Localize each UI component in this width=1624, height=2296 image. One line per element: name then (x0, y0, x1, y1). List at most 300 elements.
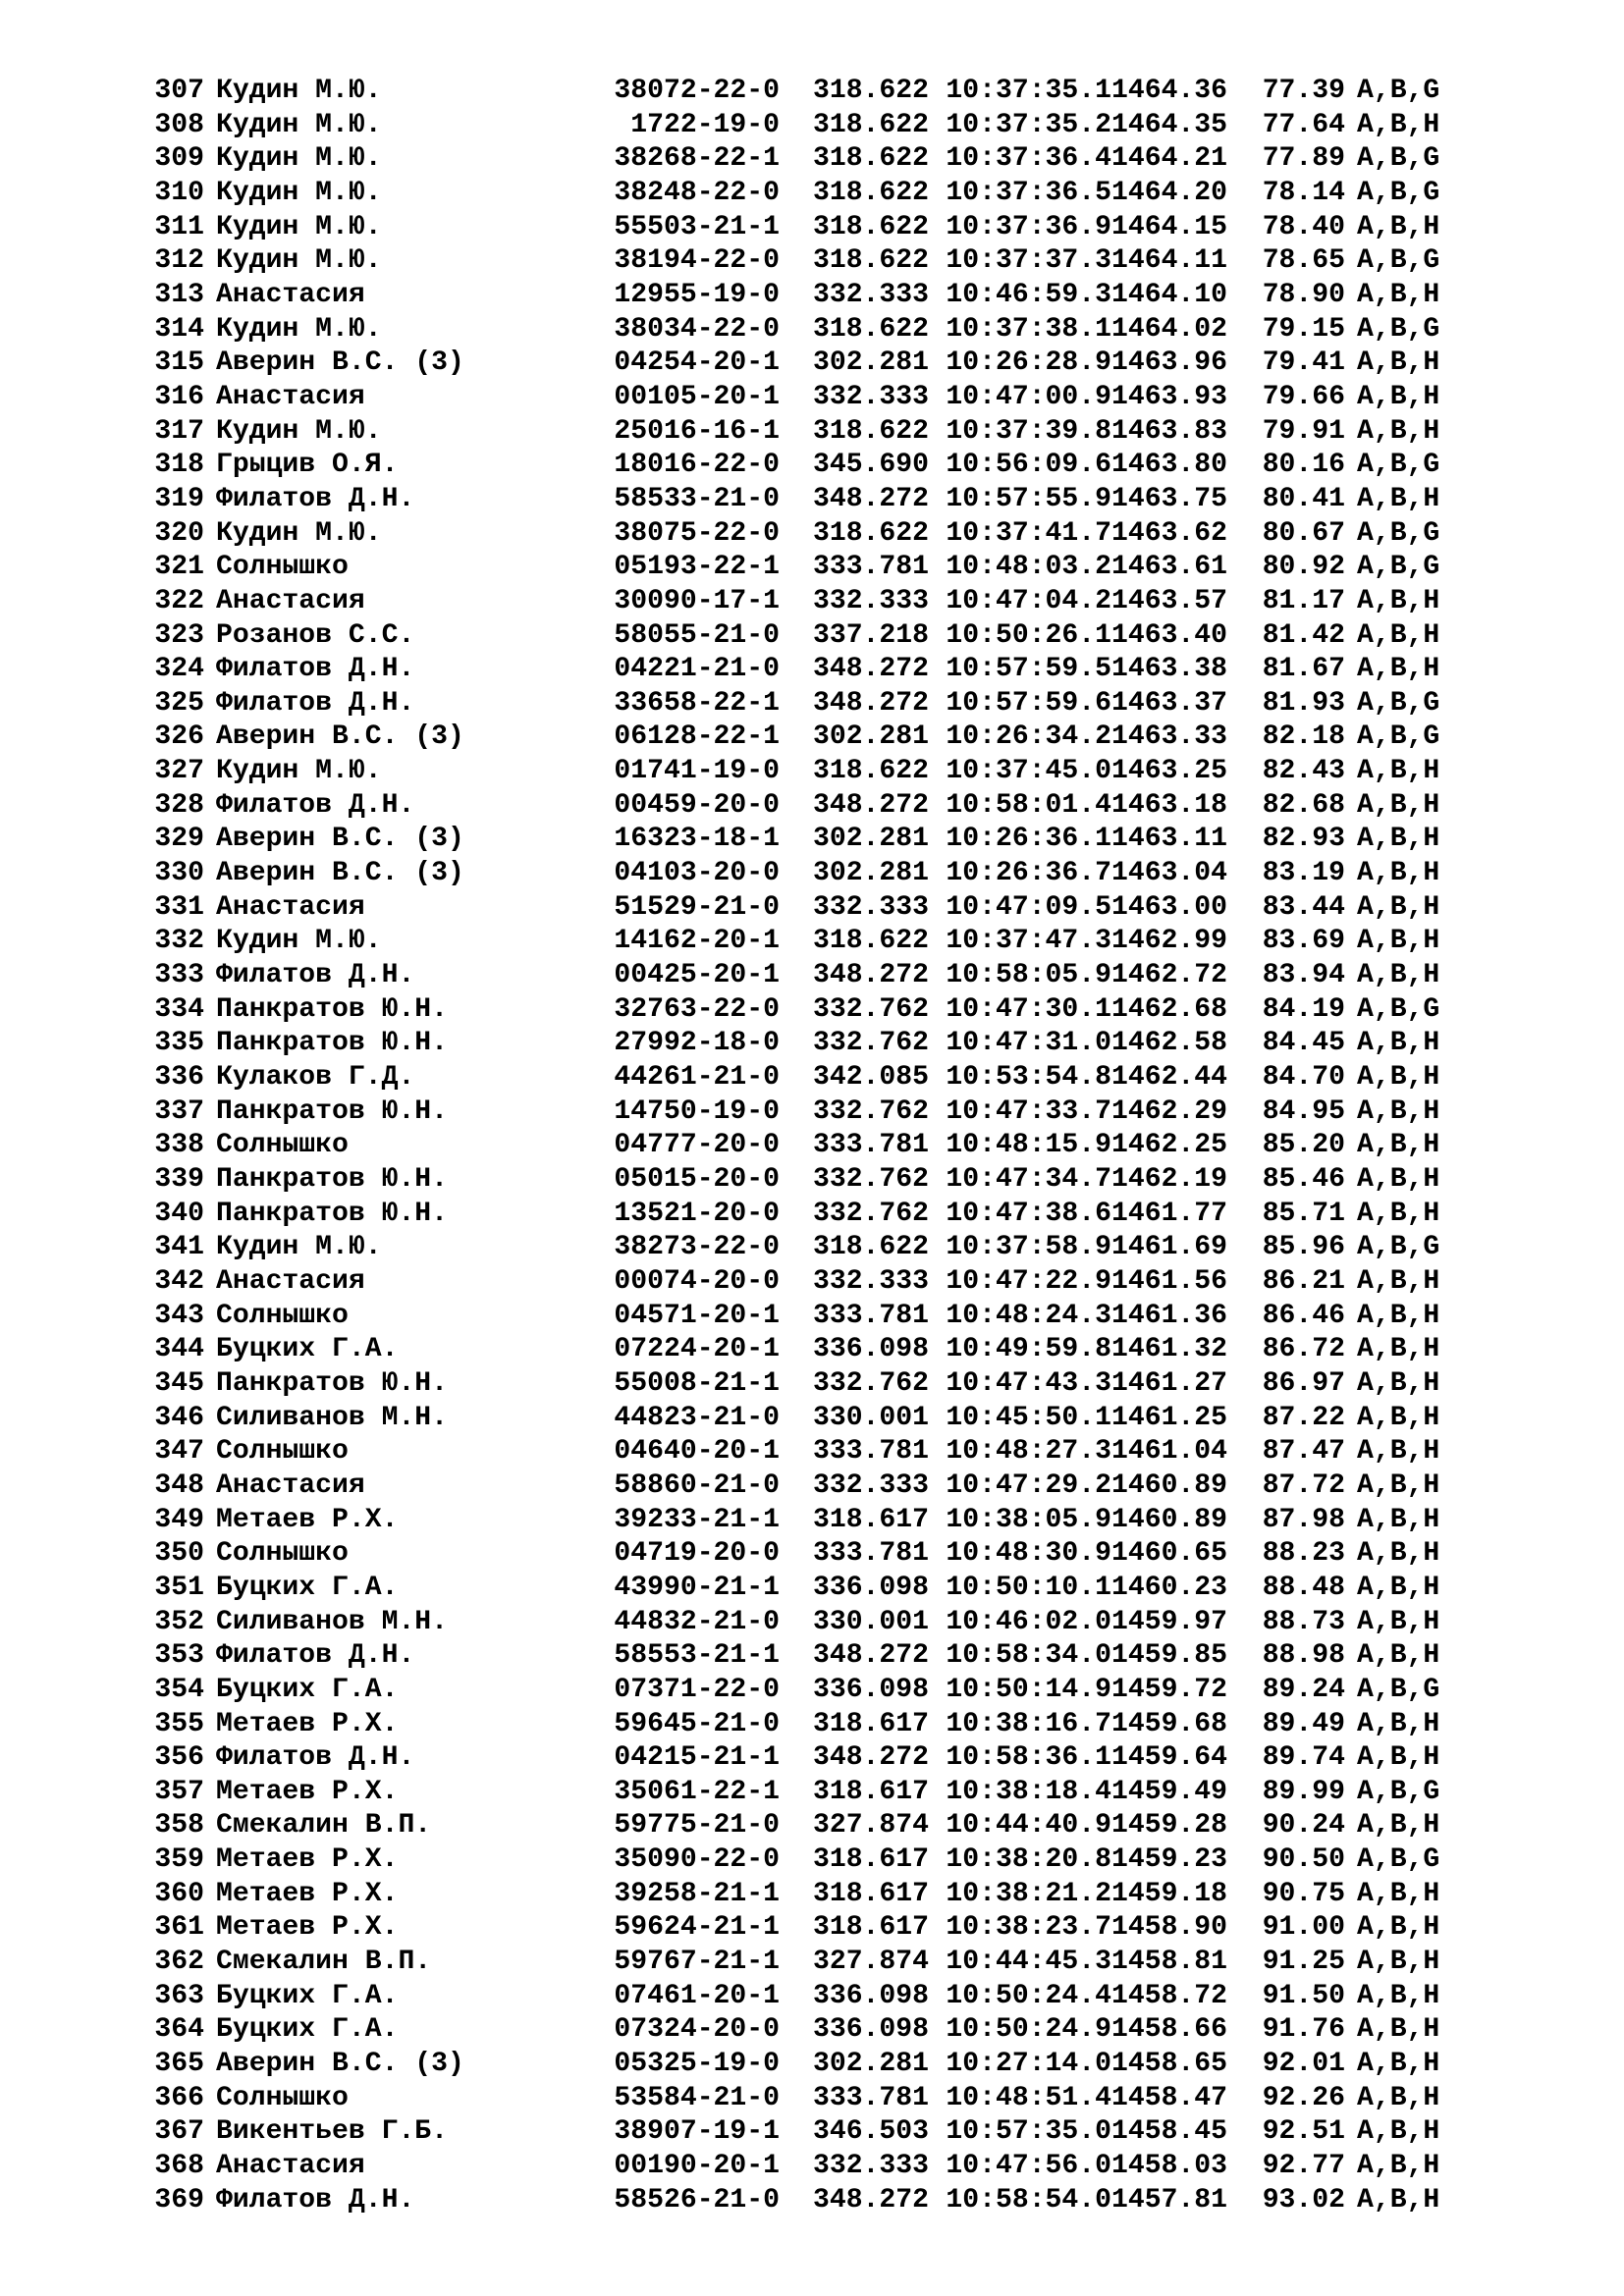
speed-value: 1463.75 (1111, 483, 1228, 514)
place-number: 339 (154, 1164, 204, 1195)
distance-km: 318.622 (812, 76, 929, 106)
speed-value: 1462.25 (1111, 1130, 1228, 1161)
place-number: 329 (154, 824, 204, 855)
table-row (137, 1708, 1453, 1742)
flags-code: A,B,G (1357, 1674, 1440, 1705)
table-row (137, 721, 1453, 755)
arrival-time: 10:50:24.4 (946, 1980, 1111, 2011)
percent-value: 83.19 (1262, 858, 1345, 889)
ring-number: 51529-21-0 (614, 891, 780, 923)
fancier-name: Грыцив О.Я. (216, 450, 399, 481)
flags-code: A,B,G (1357, 245, 1440, 277)
place-number: 335 (154, 1028, 204, 1059)
speed-value: 1458.65 (1111, 2049, 1228, 2080)
flags-code: A,B,H (1357, 1198, 1440, 1229)
ring-number: 04221-21-0 (614, 654, 780, 685)
speed-value: 1464.02 (1111, 313, 1228, 345)
table-row (137, 1504, 1453, 1538)
ring-number: 00190-20-1 (614, 2151, 780, 2182)
fancier-name: Метаев Р.Х. (216, 1844, 399, 1876)
speed-value: 1464.15 (1111, 211, 1228, 242)
table-row (137, 1402, 1453, 1436)
fancier-name: Солнышко (216, 1300, 349, 1331)
distance-km: 318.617 (812, 1878, 929, 1909)
arrival-time: 10:38:20.8 (946, 1844, 1111, 1876)
table-row (137, 1776, 1453, 1810)
distance-km: 332.333 (812, 381, 929, 412)
percent-value: 91.25 (1262, 1947, 1345, 1978)
place-number: 347 (154, 1436, 204, 1468)
flags-code: A,B,H (1357, 858, 1440, 889)
ring-number: 14750-19-0 (614, 1095, 780, 1127)
arrival-time: 10:47:31.0 (946, 1028, 1111, 1059)
percent-value: 89.49 (1262, 1708, 1345, 1739)
distance-km: 302.281 (812, 721, 929, 753)
fancier-name: Кудин М.Ю. (216, 109, 382, 140)
percent-value: 78.14 (1262, 177, 1345, 208)
distance-km: 332.762 (812, 1198, 929, 1229)
ring-number: 06128-22-1 (614, 721, 780, 753)
arrival-time: 10:37:41.7 (946, 517, 1111, 549)
arrival-time: 10:48:24.3 (946, 1300, 1111, 1331)
speed-value: 1460.23 (1111, 1572, 1228, 1603)
ring-number: 04215-21-1 (614, 1742, 780, 1774)
fancier-name: Анастасия (216, 891, 365, 923)
speed-value: 1464.10 (1111, 279, 1228, 310)
flags-code: A,B,H (1357, 1742, 1440, 1774)
table-row (137, 2082, 1453, 2116)
place-number: 334 (154, 993, 204, 1025)
percent-value: 83.69 (1262, 926, 1345, 957)
distance-km: 348.272 (812, 654, 929, 685)
speed-value: 1458.45 (1111, 2116, 1228, 2148)
place-number: 356 (154, 1742, 204, 1774)
table-row (137, 551, 1453, 585)
fancier-name: Викентьев Г.Б. (216, 2116, 449, 2148)
fancier-name: Панкратов Ю.Н. (216, 1164, 449, 1195)
place-number: 352 (154, 1606, 204, 1637)
distance-km: 333.781 (812, 1130, 929, 1161)
speed-value: 1461.36 (1111, 1300, 1228, 1331)
percent-value: 83.94 (1262, 960, 1345, 991)
ring-number: 16323-18-1 (614, 824, 780, 855)
ring-number: 07224-20-1 (614, 1334, 780, 1365)
arrival-time: 10:50:10.1 (946, 1572, 1111, 1603)
table-row (137, 1469, 1453, 1504)
fancier-name: Филатов Д.Н. (216, 1640, 415, 1672)
place-number: 358 (154, 1810, 204, 1842)
table-row (137, 2048, 1453, 2082)
ring-number: 58860-21-0 (614, 1469, 780, 1501)
distance-km: 332.762 (812, 993, 929, 1025)
table-row (137, 2184, 1453, 2218)
table-row (137, 653, 1453, 687)
ring-number: 05193-22-1 (614, 552, 780, 583)
table-row (137, 619, 1453, 654)
distance-km: 332.333 (812, 585, 929, 616)
arrival-time: 10:58:34.0 (946, 1640, 1111, 1672)
fancier-name: Метаев Р.Х. (216, 1776, 399, 1807)
distance-km: 332.333 (812, 1469, 929, 1501)
percent-value: 82.93 (1262, 824, 1345, 855)
distance-km: 302.281 (812, 824, 929, 855)
fancier-name: Солнышко (216, 552, 349, 583)
ring-number: 07371-22-0 (614, 1674, 780, 1705)
table-row (137, 449, 1453, 483)
speed-value: 1459.68 (1111, 1708, 1228, 1739)
place-number: 322 (154, 585, 204, 616)
speed-value: 1463.57 (1111, 585, 1228, 616)
arrival-time: 10:47:29.2 (946, 1469, 1111, 1501)
ring-number: 55008-21-1 (614, 1367, 780, 1399)
percent-value: 91.76 (1262, 2014, 1345, 2046)
ring-number: 00459-20-0 (614, 789, 780, 821)
ring-number: 59767-21-1 (614, 1947, 780, 1978)
place-number: 355 (154, 1708, 204, 1739)
flags-code: A,B,H (1357, 619, 1440, 651)
ring-number: 59645-21-0 (614, 1708, 780, 1739)
distance-km: 337.218 (812, 619, 929, 651)
percent-value: 91.50 (1262, 1980, 1345, 2011)
speed-value: 1459.49 (1111, 1776, 1228, 1807)
arrival-time: 10:26:34.2 (946, 721, 1111, 753)
percent-value: 89.74 (1262, 1742, 1345, 1774)
distance-km: 333.781 (812, 2082, 929, 2113)
distance-km: 318.617 (812, 1776, 929, 1807)
percent-value: 78.90 (1262, 279, 1345, 310)
table-row (137, 823, 1453, 857)
arrival-time: 10:58:36.1 (946, 1742, 1111, 1774)
speed-value: 1462.29 (1111, 1095, 1228, 1127)
ring-number: 38072-22-0 (614, 76, 780, 106)
speed-value: 1459.97 (1111, 1606, 1228, 1637)
ring-number: 38034-22-0 (614, 313, 780, 345)
place-number: 327 (154, 756, 204, 787)
percent-value: 87.72 (1262, 1469, 1345, 1501)
fancier-name: Филатов Д.Н. (216, 2184, 415, 2216)
distance-km: 336.098 (812, 1572, 929, 1603)
flags-code: A,B,H (1357, 2049, 1440, 2080)
speed-value: 1460.89 (1111, 1469, 1228, 1501)
place-number: 326 (154, 721, 204, 753)
flags-code: A,B,H (1357, 585, 1440, 616)
distance-km: 330.001 (812, 1606, 929, 1637)
place-number: 333 (154, 960, 204, 991)
arrival-time: 10:47:22.9 (946, 1265, 1111, 1297)
table-row (137, 109, 1453, 143)
ring-number: 04719-20-0 (614, 1538, 780, 1570)
percent-value: 93.02 (1262, 2184, 1345, 2216)
table-row (137, 1843, 1453, 1878)
arrival-time: 10:38:21.2 (946, 1878, 1111, 1909)
speed-value: 1458.03 (1111, 2151, 1228, 2182)
arrival-time: 10:47:09.5 (946, 891, 1111, 923)
ring-number: 04571-20-1 (614, 1300, 780, 1331)
distance-km: 342.085 (812, 1062, 929, 1094)
ring-number: 32763-22-0 (614, 993, 780, 1025)
arrival-time: 10:47:56.0 (946, 2151, 1111, 2182)
distance-km: 332.762 (812, 1028, 929, 1059)
percent-value: 84.70 (1262, 1062, 1345, 1094)
ring-number: 35061-22-1 (614, 1776, 780, 1807)
arrival-time: 10:47:38.6 (946, 1198, 1111, 1229)
distance-km: 333.781 (812, 1436, 929, 1468)
flags-code: A,B,G (1357, 177, 1440, 208)
table-row (137, 959, 1453, 993)
percent-value: 86.97 (1262, 1367, 1345, 1399)
speed-value: 1461.77 (1111, 1198, 1228, 1229)
place-number: 319 (154, 483, 204, 514)
fancier-name: Буцких Г.А. (216, 2014, 399, 2046)
distance-km: 327.874 (812, 1947, 929, 1978)
flags-code: A,B,H (1357, 2014, 1440, 2046)
speed-value: 1463.93 (1111, 381, 1228, 412)
flags-code: A,B,H (1357, 2151, 1440, 2182)
percent-value: 91.00 (1262, 1912, 1345, 1944)
flags-code: A,B,H (1357, 1947, 1440, 1978)
arrival-time: 10:57:35.0 (946, 2116, 1111, 2148)
place-number: 340 (154, 1198, 204, 1229)
arrival-time: 10:38:23.7 (946, 1912, 1111, 1944)
distance-km: 333.781 (812, 1300, 929, 1331)
place-number: 341 (154, 1232, 204, 1263)
speed-value: 1458.72 (1111, 1980, 1228, 2011)
percent-value: 89.24 (1262, 1674, 1345, 1705)
percent-value: 86.21 (1262, 1265, 1345, 1297)
distance-km: 348.272 (812, 2184, 929, 2216)
flags-code: A,B,H (1357, 1334, 1440, 1365)
flags-code: A,B,H (1357, 824, 1440, 855)
table-row (137, 1129, 1453, 1163)
place-number: 338 (154, 1130, 204, 1161)
fancier-name: Кудин М.Ю. (216, 415, 382, 447)
percent-value: 86.72 (1262, 1334, 1345, 1365)
flags-code: A,B,H (1357, 1572, 1440, 1603)
distance-km: 332.333 (812, 1265, 929, 1297)
table-row (137, 1163, 1453, 1198)
distance-km: 318.617 (812, 1912, 929, 1944)
ring-number: 04103-20-0 (614, 858, 780, 889)
place-number: 343 (154, 1300, 204, 1331)
speed-value: 1464.21 (1111, 143, 1228, 175)
table-row (137, 1231, 1453, 1265)
place-number: 331 (154, 891, 204, 923)
distance-km: 318.622 (812, 313, 929, 345)
speed-value: 1458.66 (1111, 2014, 1228, 2046)
place-number: 318 (154, 450, 204, 481)
percent-value: 92.01 (1262, 2049, 1345, 2080)
flags-code: A,B,H (1357, 415, 1440, 447)
flags-code: A,B,H (1357, 1436, 1440, 1468)
fancier-name: Буцких Г.А. (216, 1334, 399, 1365)
place-number: 348 (154, 1469, 204, 1501)
percent-value: 90.75 (1262, 1878, 1345, 1909)
table-row (137, 415, 1453, 450)
arrival-time: 10:47:34.7 (946, 1164, 1111, 1195)
distance-km: 318.617 (812, 1504, 929, 1535)
arrival-time: 10:38:18.4 (946, 1776, 1111, 1807)
percent-value: 81.67 (1262, 654, 1345, 685)
ring-number: 59775-21-0 (614, 1810, 780, 1842)
percent-value: 92.26 (1262, 2082, 1345, 2113)
distance-km: 332.762 (812, 1095, 929, 1127)
place-number: 325 (154, 687, 204, 719)
percent-value: 77.39 (1262, 76, 1345, 106)
place-number: 346 (154, 1402, 204, 1433)
place-number: 328 (154, 789, 204, 821)
arrival-time: 10:44:40.9 (946, 1810, 1111, 1842)
speed-value: 1461.69 (1111, 1232, 1228, 1263)
speed-value: 1464.35 (1111, 109, 1228, 140)
distance-km: 348.272 (812, 483, 929, 514)
speed-value: 1463.62 (1111, 517, 1228, 549)
distance-km: 332.333 (812, 2151, 929, 2182)
fancier-name: Розанов С.С. (216, 619, 415, 651)
place-number: 332 (154, 926, 204, 957)
fancier-name: Буцких Г.А. (216, 1980, 399, 2011)
distance-km: 318.622 (812, 1232, 929, 1263)
arrival-time: 10:47:43.3 (946, 1367, 1111, 1399)
speed-value: 1463.96 (1111, 347, 1228, 379)
flags-code: A,B,H (1357, 891, 1440, 923)
place-number: 324 (154, 654, 204, 685)
fancier-name: Кудин М.Ю. (216, 1232, 382, 1263)
flags-code: A,B,H (1357, 1469, 1440, 1501)
fancier-name: Филатов Д.Н. (216, 960, 415, 991)
table-row (137, 1741, 1453, 1776)
ring-number: 05015-20-0 (614, 1164, 780, 1195)
ring-number: 38248-22-0 (614, 177, 780, 208)
fancier-name: Аверин В.С. (3) (216, 858, 464, 889)
flags-code: A,B,G (1357, 313, 1440, 345)
arrival-time: 10:58:05.9 (946, 960, 1111, 991)
arrival-time: 10:46:02.0 (946, 1606, 1111, 1637)
fancier-name: Кудин М.Ю. (216, 76, 382, 106)
fancier-name: Метаев Р.Х. (216, 1912, 399, 1944)
distance-km: 330.001 (812, 1402, 929, 1433)
percent-value: 81.17 (1262, 585, 1345, 616)
flags-code: A,B,H (1357, 1164, 1440, 1195)
distance-km: 348.272 (812, 789, 929, 821)
percent-value: 82.43 (1262, 756, 1345, 787)
fancier-name: Кудин М.Ю. (216, 143, 382, 175)
fancier-name: Филатов Д.Н. (216, 1742, 415, 1774)
table-row (137, 1537, 1453, 1572)
ring-number: 55503-21-1 (614, 211, 780, 242)
flags-code: A,B,H (1357, 1062, 1440, 1094)
flags-code: A,B,H (1357, 1810, 1440, 1842)
ring-number: 44832-21-0 (614, 1606, 780, 1637)
arrival-time: 10:37:45.0 (946, 756, 1111, 787)
table-row (137, 2013, 1453, 2048)
distance-km: 318.622 (812, 517, 929, 549)
distance-km: 333.781 (812, 1538, 929, 1570)
flags-code: A,B,G (1357, 687, 1440, 719)
table-row (137, 75, 1453, 109)
flags-code: A,B,H (1357, 789, 1440, 821)
place-number: 316 (154, 381, 204, 412)
fancier-name: Силиванов М.Н. (216, 1606, 449, 1637)
arrival-time: 10:56:09.6 (946, 450, 1111, 481)
table-row (137, 1061, 1453, 1095)
speed-value: 1462.72 (1111, 960, 1228, 991)
table-row (137, 279, 1453, 313)
ring-number: 18016-22-0 (614, 450, 780, 481)
table-row (137, 1333, 1453, 1367)
place-number: 330 (154, 858, 204, 889)
distance-km: 348.272 (812, 1640, 929, 1672)
fancier-name: Метаев Р.Х. (216, 1708, 399, 1739)
place-number: 349 (154, 1504, 204, 1535)
table-row (137, 1639, 1453, 1674)
fancier-name: Анастасия (216, 585, 365, 616)
arrival-time: 10:37:35.2 (946, 109, 1111, 140)
fancier-name: Кудин М.Ю. (216, 245, 382, 277)
table-row (137, 1606, 1453, 1640)
place-number: 369 (154, 2184, 204, 2216)
flags-code: A,B,H (1357, 2184, 1440, 2216)
flags-code: A,B,H (1357, 1095, 1440, 1127)
distance-km: 302.281 (812, 858, 929, 889)
fancier-name: Кудин М.Ю. (216, 517, 382, 549)
arrival-time: 10:37:36.9 (946, 211, 1111, 242)
fancier-name: Панкратов Ю.Н. (216, 1095, 449, 1127)
percent-value: 81.93 (1262, 687, 1345, 719)
place-number: 361 (154, 1912, 204, 1944)
place-number: 308 (154, 109, 204, 140)
flags-code: A,B,H (1357, 1606, 1440, 1637)
fancier-name: Смекалин В.П. (216, 1810, 432, 1842)
arrival-time: 10:50:14.9 (946, 1674, 1111, 1705)
distance-km: 346.503 (812, 2116, 929, 2148)
ring-number: 38273-22-0 (614, 1232, 780, 1263)
percent-value: 85.46 (1262, 1164, 1345, 1195)
fancier-name: Солнышко (216, 1130, 349, 1161)
fancier-name: Солнышко (216, 2082, 349, 2113)
fancier-name: Кудин М.Ю. (216, 211, 382, 242)
arrival-time: 10:37:37.3 (946, 245, 1111, 277)
percent-value: 88.48 (1262, 1572, 1345, 1603)
ring-number: 58526-21-0 (614, 2184, 780, 2216)
ring-number: 13521-20-0 (614, 1198, 780, 1229)
ring-number: 00425-20-1 (614, 960, 780, 991)
flags-code: A,B,H (1357, 483, 1440, 514)
flags-code: A,B,H (1357, 279, 1440, 310)
ring-number: 33658-22-1 (614, 687, 780, 719)
ring-number: 00074-20-0 (614, 1265, 780, 1297)
ring-number: 39233-21-1 (614, 1504, 780, 1535)
ring-number: 04254-20-1 (614, 347, 780, 379)
ring-number: 38268-22-1 (614, 143, 780, 175)
ring-number: 30090-17-1 (614, 585, 780, 616)
speed-value: 1463.38 (1111, 654, 1228, 685)
fancier-name: Аверин В.С. (3) (216, 2049, 464, 2080)
distance-km: 336.098 (812, 1980, 929, 2011)
ring-number: 05325-19-0 (614, 2049, 780, 2080)
percent-value: 85.96 (1262, 1232, 1345, 1263)
arrival-time: 10:38:05.9 (946, 1504, 1111, 1535)
table-row (137, 1367, 1453, 1402)
speed-value: 1458.81 (1111, 1947, 1228, 1978)
table-row (137, 1946, 1453, 1980)
percent-value: 87.47 (1262, 1436, 1345, 1468)
percent-value: 87.98 (1262, 1504, 1345, 1535)
distance-km: 332.762 (812, 1164, 929, 1195)
ring-number: 38075-22-0 (614, 517, 780, 549)
distance-km: 348.272 (812, 1742, 929, 1774)
table-row (137, 1265, 1453, 1300)
flags-code: A,B,H (1357, 1878, 1440, 1909)
